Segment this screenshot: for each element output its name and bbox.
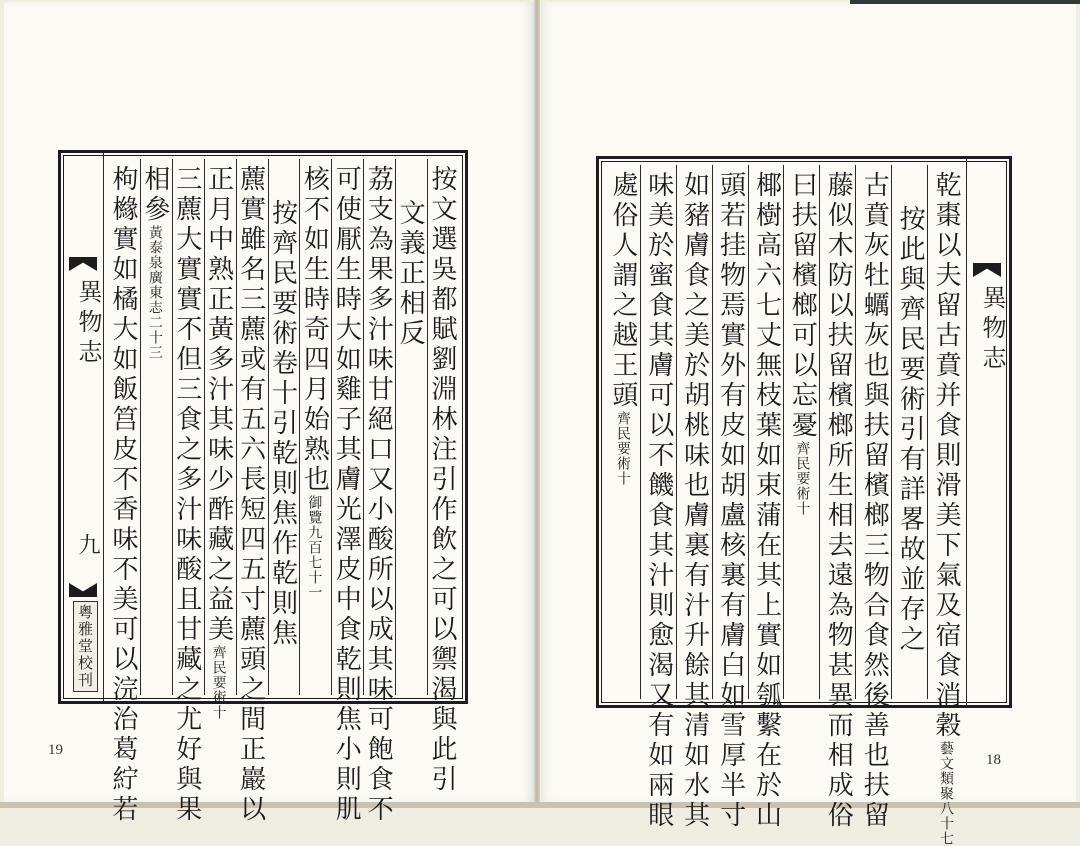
- main-text: 按文選吳都賦劉淵林注引作飲之可以禦渴與此引: [427, 165, 457, 795]
- main-text: 如豬膚食之美於胡桃味也膚裏有汁升餘其清如水其: [679, 171, 710, 831]
- text-column: [676, 165, 712, 831]
- annotation-note: 御覽九百七十一: [306, 495, 323, 600]
- fishtail-top-mark: [973, 263, 1001, 277]
- text-column: [783, 165, 819, 699]
- text-column: [299, 159, 331, 695]
- column-text: [641, 171, 676, 831]
- column-text: [109, 165, 140, 825]
- annotation-note: 齊民要術十: [794, 441, 811, 516]
- main-text: 可使厭生時大如雞子其膚光澤皮中食乾則焦小則肌: [331, 165, 362, 825]
- book-gutter: [534, 0, 540, 808]
- main-text: 曰扶留檳榔可以忘憂: [787, 171, 818, 441]
- text-column: [203, 159, 236, 720]
- text-column: [605, 165, 640, 699]
- right-book-title: 異物志: [978, 285, 1006, 375]
- text-column: [395, 159, 427, 695]
- column-text: [749, 171, 784, 831]
- column-text: [428, 165, 459, 795]
- main-text: 椰樹高六七丈無枝葉如束蒲在其上實如瓠繫在於山: [751, 171, 782, 831]
- publisher-mark: 粵雅堂校刊: [73, 601, 98, 692]
- left-page-number: 19: [48, 742, 63, 758]
- main-text: 藨實雖名三藨或有五六長短四五寸藨頭之間正巖以: [235, 165, 266, 825]
- annotation-note: 齊民要術十: [614, 411, 631, 486]
- text-column: [427, 159, 459, 795]
- main-text: 正月中熟正黃多汁其味少酢藏之益美: [203, 165, 234, 645]
- left-book-title: 異物志: [74, 279, 102, 369]
- text-column: [640, 165, 676, 831]
- text-column: [819, 165, 855, 831]
- main-text: 按齊民要術卷十引乾則焦作乾則焦: [267, 199, 298, 649]
- main-text: 頭若挂物焉實外有皮如胡盧核裏有膚白如雪厚半寸: [715, 171, 746, 831]
- main-text: 藤似木防以扶留檳榔所生相去遠為物甚異而相成俗: [823, 171, 854, 831]
- text-column: [140, 159, 172, 695]
- column-text: [205, 165, 236, 720]
- main-text: 乾棗以夫留古賁并食則滑美下氣及宿食消穀: [931, 171, 961, 741]
- left-text-frame: [58, 150, 468, 825]
- annotation-note: 藝文類聚八十七: [938, 741, 954, 846]
- main-text: 處俗人謂之越王頭: [607, 171, 638, 411]
- main-text: 荔支為果多汁味甘絕口又小酸所以成其味可飽食不: [363, 165, 394, 825]
- text-column: [712, 165, 748, 831]
- column-text: [364, 165, 395, 825]
- main-text: 味美於蜜食其膚可以不饑食其汁則愈渴又有如兩眼: [643, 171, 674, 831]
- fishtail-bottom-mark: [69, 583, 97, 597]
- text-column: [891, 165, 927, 699]
- bottom-edge-bar: [0, 802, 1080, 808]
- left-text-columns: [107, 159, 459, 825]
- column-text: [677, 171, 712, 831]
- text-column: [363, 159, 395, 825]
- main-text: 核不如生時奇四月始熟也: [299, 165, 330, 495]
- column-text: [300, 165, 331, 600]
- column-text: [784, 171, 819, 516]
- left-chapter-number: 九: [75, 533, 100, 555]
- text-column: [855, 165, 891, 831]
- text-column: [331, 159, 363, 825]
- right-center-margin: [966, 159, 1007, 705]
- right-text-columns: [605, 165, 963, 846]
- text-column: [748, 165, 784, 831]
- column-text: [820, 171, 855, 831]
- column-text: [713, 171, 748, 831]
- main-text: 古賁灰牡蠣灰也與扶留檳榔三物合食然後善也扶留: [859, 171, 890, 831]
- text-column: [927, 165, 963, 846]
- column-text: [141, 165, 172, 360]
- column-text: [237, 165, 268, 825]
- column-text: [269, 199, 300, 649]
- column-text: [928, 171, 963, 846]
- main-text: 相參: [139, 165, 170, 225]
- main-text: 文義正相反: [395, 199, 426, 349]
- fishtail-top-mark: [69, 257, 97, 271]
- top-edge-bar: [850, 0, 1080, 4]
- column-text: [892, 205, 927, 655]
- column-text: [173, 165, 204, 825]
- text-column: [171, 159, 204, 825]
- text-column: [107, 159, 140, 825]
- left-center-margin: [63, 153, 104, 701]
- column-text: [856, 171, 891, 831]
- text-column: [235, 159, 268, 825]
- main-text: 枸櫞實如橘大如飯筥皮不香味不美可以浣治葛紵若: [107, 165, 138, 825]
- annotation-note: 黃泰泉廣東志二十三: [146, 225, 163, 360]
- main-text: 三藨大實實不但三食之多汁味酸且甘藏之尤好與果: [171, 165, 202, 825]
- main-text: 按此與齊民要術引有詳畧故並存之: [895, 205, 926, 655]
- right-page-number: 18: [986, 752, 1001, 768]
- column-text: [605, 171, 640, 486]
- column-text: [396, 199, 427, 349]
- text-column: [268, 159, 300, 695]
- annotation-note: 齊民要術十: [210, 645, 227, 720]
- column-text: [332, 165, 363, 825]
